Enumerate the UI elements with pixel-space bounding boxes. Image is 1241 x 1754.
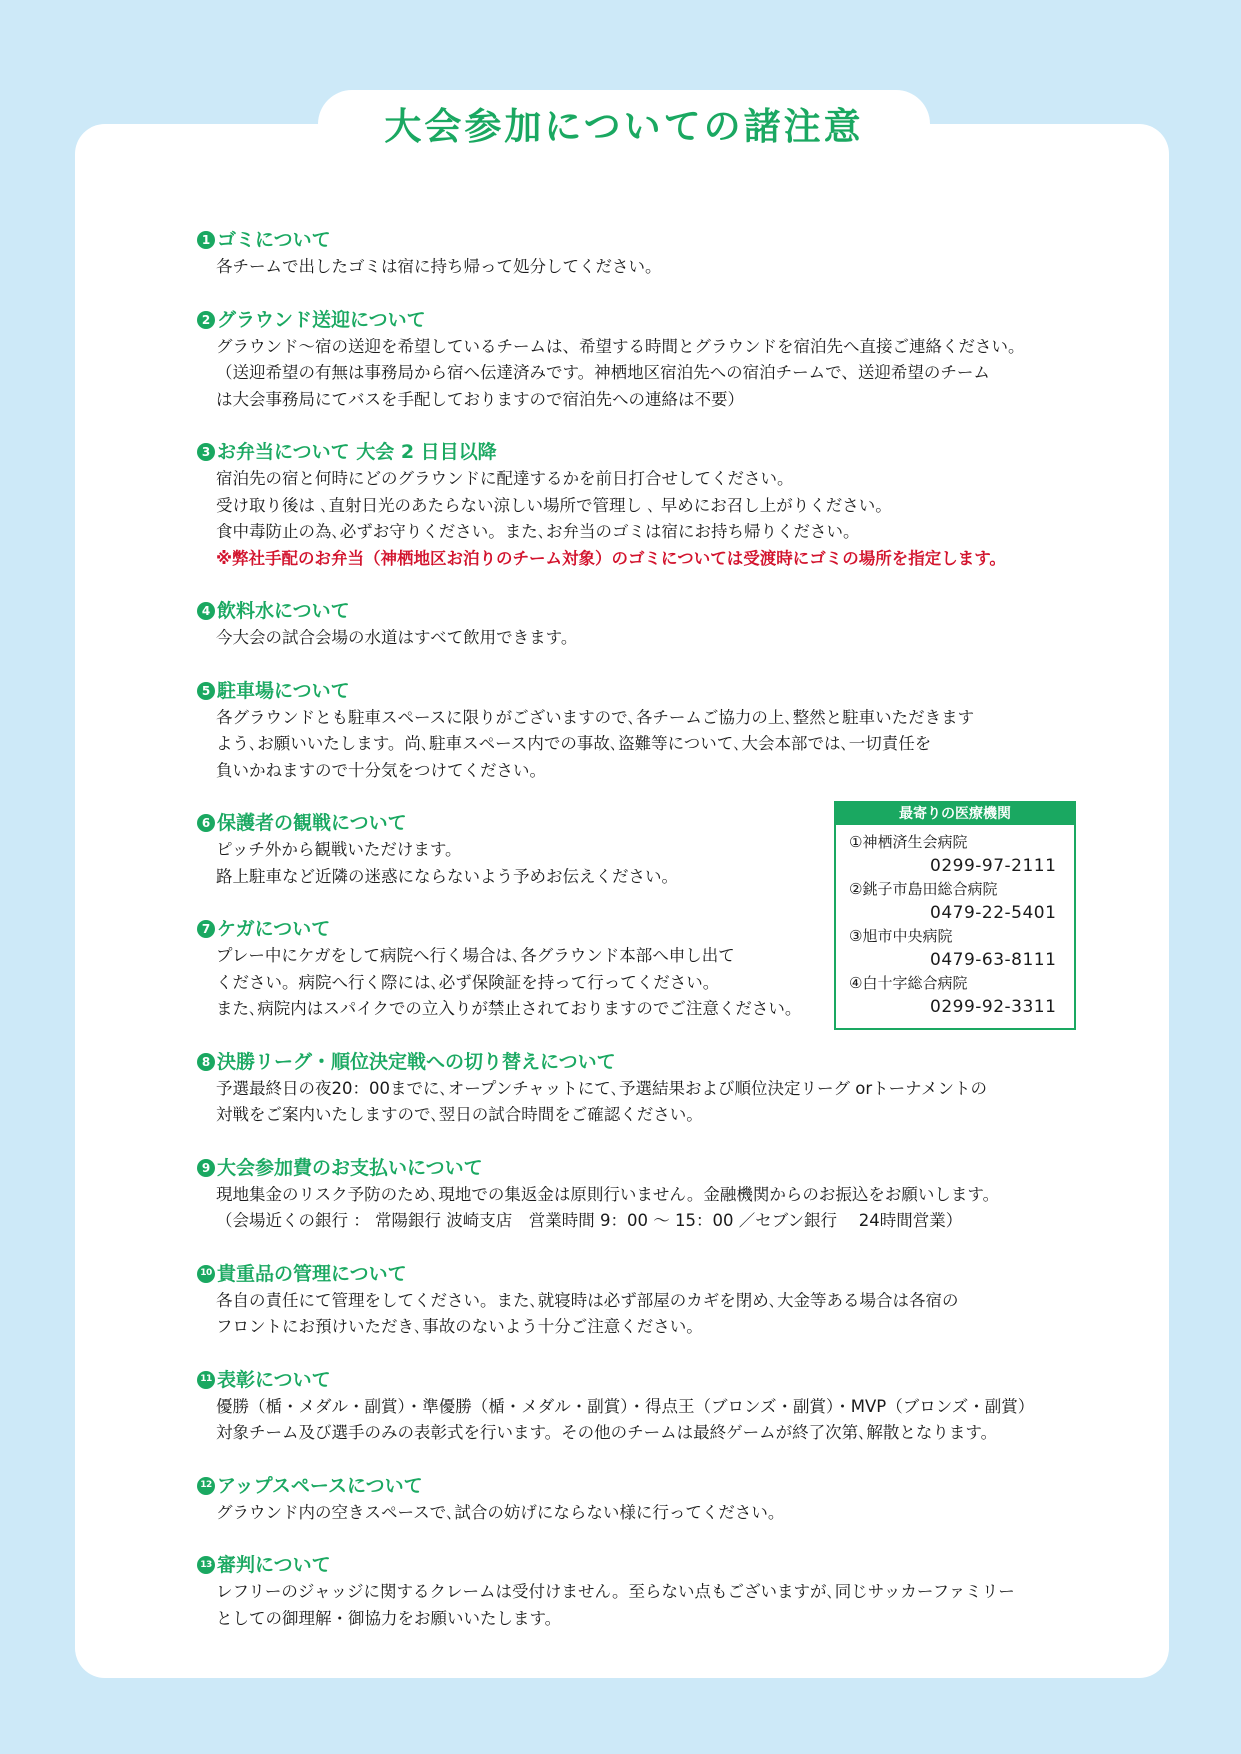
hospital-phone: 0299-92-3311 bbox=[930, 996, 1057, 1017]
section-number-badge: 1 bbox=[197, 231, 215, 249]
notice-section bbox=[197, 1154, 1087, 1235]
section-title: お弁当について 大会 2 日目以降 bbox=[217, 441, 497, 463]
section-text-line: 各自の責任にて管理をしてください。また､就寝時は必ず部屋のカギを閉め､大金等ある場合は各宿の bbox=[216, 1290, 959, 1310]
section-text-line: は大会事務局にてバスを手配しておりますので宿泊先への連絡は不要） bbox=[216, 389, 744, 409]
section-text-line: 予選最終日の夜20：00までに､オープンチャットにて､予選結果および順位決定リーグ orトーナメントの bbox=[216, 1078, 987, 1098]
section-text-line: 対象チーム及び選手のみの表彰式を行います。その他のチームは最終ゲームが終了次第､解散となります。 bbox=[216, 1423, 998, 1442]
hospital-phone: 0479-22-5401 bbox=[930, 902, 1057, 923]
section-title: 駐車場について bbox=[217, 679, 350, 702]
section-heading bbox=[197, 1048, 1087, 1076]
page-title: 大会参加についての諸注意 bbox=[384, 105, 864, 148]
notice-section bbox=[197, 1472, 1087, 1527]
section-number-badge: 13 bbox=[197, 1556, 215, 1574]
section-text-line: （会場近くの銀行 ： 常陽銀行 波崎支店 営業時間 9：00 〜 15：00 ／セブン銀行 24時間営業） bbox=[216, 1211, 963, 1230]
section-text-line: 受け取り後は ､直射日光のあたらない涼しい場所で管理し ､ 早めにお召し上がりください。 bbox=[216, 495, 892, 515]
notice-section bbox=[197, 1551, 1087, 1632]
hospital-name: ②銚子市島田総合病院 bbox=[849, 880, 998, 898]
section-title: 貴重品の管理について bbox=[217, 1262, 407, 1285]
section-warning-note: ※弊社手配のお弁当（神栖地区お泊りのチーム対象）のゴミについては受渡時にゴミの場所を指定します。 bbox=[216, 548, 1006, 568]
notice-section bbox=[197, 677, 1087, 785]
section-number-badge: 11 bbox=[197, 1371, 215, 1389]
section-heading bbox=[197, 306, 1087, 334]
hospital-phone: 0299-97-2111 bbox=[930, 855, 1057, 876]
section-heading bbox=[197, 438, 1087, 466]
section-heading bbox=[197, 1551, 1087, 1579]
section-title: ゴミについて bbox=[217, 229, 331, 251]
section-number-badge: 6 bbox=[197, 814, 215, 832]
section-text-line: ピッチ外から観戦いただけます。 bbox=[216, 840, 462, 859]
section-title: 大会参加費のお支払いについて bbox=[217, 1156, 483, 1179]
section-text-line: プレー中にケガをして病院へ行く場合は､各グラウンド本部へ申し出て bbox=[216, 946, 735, 965]
section-number-badge: 3 bbox=[197, 443, 215, 461]
section-heading bbox=[197, 1366, 1087, 1394]
hospital-phone: 0479-63-8111 bbox=[930, 949, 1057, 970]
section-text-line: グラウンド内の空きスペースで､試合の妨げにならない様に行ってください。 bbox=[216, 1502, 785, 1522]
section-text-line: 各チームで出したゴミは宿に持ち帰って処分してください。 bbox=[216, 257, 662, 276]
hospital-list bbox=[836, 825, 1074, 1019]
section-heading bbox=[197, 677, 1087, 705]
section-text-line: グラウンド〜宿の送迎を希望しているチームは、希望する時間とグラウンドを宿泊先へ直接ご連絡ください。 bbox=[216, 336, 1025, 356]
section-text-line: 優勝（楯・メダル・副賞）・準優勝（楯・メダル・副賞）・得点王（ブロンズ・副賞）・MVP（ブロンズ・副賞） bbox=[216, 1396, 1035, 1416]
notice-section bbox=[197, 597, 1087, 652]
notice-section bbox=[197, 306, 1087, 414]
section-title: グラウンド送迎について bbox=[217, 308, 426, 331]
notice-section bbox=[197, 1048, 1087, 1129]
section-text-line: としての御理解・御協力をお願いいたします。 bbox=[216, 1608, 562, 1628]
section-text-line: よう､お願いいたします。尚､駐車スペース内での事故､盗難等について､大会本部では､一切責任を bbox=[216, 734, 932, 753]
section-text-line: ください。病院へ行く際には､必ず保険証を持って行ってください。 bbox=[216, 972, 720, 992]
section-number-badge: 2 bbox=[197, 311, 215, 329]
medical-box-title: 最寄りの医療機関 bbox=[836, 803, 1074, 825]
section-text-line: 宿泊先の宿と何時にどのグラウンドに配達するかを前日打合せしてください。 bbox=[216, 469, 794, 488]
medical-box bbox=[834, 801, 1076, 1030]
section-text-line: 路上駐車など近隣の迷惑にならないよう予めお伝えください。 bbox=[216, 866, 678, 886]
section-number-badge: 9 bbox=[197, 1159, 215, 1177]
section-text-line: 食中毒防止の為､必ずお守りください。また､お弁当のゴミは宿にお持ち帰りください。 bbox=[216, 522, 860, 541]
section-text-line: 今大会の試合会場の水道はすべて飲用できます。 bbox=[216, 628, 578, 647]
section-text-line: （送迎希望の有無は事務局から宿へ伝達済みです。神栖地区宿泊先への宿泊チームで、送迎希望のチーム bbox=[216, 363, 990, 382]
section-title: アップスペースについて bbox=[217, 1474, 423, 1497]
section-text-line: また､病院内はスパイクでの立入りが禁止されておりますのでご注意ください。 bbox=[216, 999, 802, 1018]
section-heading bbox=[197, 597, 1087, 625]
section-heading bbox=[197, 1260, 1087, 1288]
section-text-line: 各グラウンドとも駐車スペースに限りがございますので､各チームご協力の上､整然と駐車いただきます bbox=[216, 707, 975, 727]
section-number-badge: 7 bbox=[197, 920, 215, 938]
hospital-name: ①神栖済生会病院 bbox=[849, 833, 968, 851]
section-heading bbox=[197, 1472, 1087, 1500]
section-text-line: 負いかねますので十分気をつけてください。 bbox=[216, 760, 546, 780]
section-title: 保護者の観戦について bbox=[217, 812, 407, 834]
section-text-line: 現地集金のリスク予防のため､現地での集返金は原則行いません。金融機関からのお振込をお願いします。 bbox=[216, 1184, 1000, 1204]
section-title: 審判について bbox=[217, 1554, 331, 1576]
notice-section bbox=[197, 226, 1087, 281]
section-heading bbox=[197, 226, 1087, 254]
section-heading bbox=[197, 1154, 1087, 1182]
notice-section bbox=[197, 438, 1087, 572]
section-number-badge: 5 bbox=[197, 682, 215, 700]
hospital-name: ④白十字総合病院 bbox=[849, 974, 968, 992]
section-number-badge: 8 bbox=[197, 1053, 215, 1071]
hospital-name: ③旭市中央病院 bbox=[849, 927, 953, 945]
section-text-line: レフリーのジャッジに関するクレームは受付けません。至らない点もございますが､同じサッカーファミリー bbox=[216, 1582, 1015, 1601]
section-text-line: 対戦をご案内いたしますので､翌日の試合時間をご確認ください。 bbox=[216, 1105, 703, 1124]
section-text-line: フロントにお預けいただき､事故のないよう十分ご注意ください。 bbox=[216, 1317, 703, 1336]
section-number-badge: 10 bbox=[197, 1265, 215, 1283]
notice-section bbox=[197, 1260, 1087, 1341]
section-title: 飲料水について bbox=[217, 600, 350, 622]
section-number-badge: 12 bbox=[197, 1477, 215, 1495]
notice-section bbox=[197, 1366, 1087, 1447]
section-number-badge: 4 bbox=[197, 602, 215, 620]
section-title: 決勝リーグ・順位決定戦への切り替えについて bbox=[217, 1050, 616, 1073]
section-title: ケガについて bbox=[217, 918, 331, 940]
section-title: 表彰について bbox=[217, 1368, 331, 1391]
